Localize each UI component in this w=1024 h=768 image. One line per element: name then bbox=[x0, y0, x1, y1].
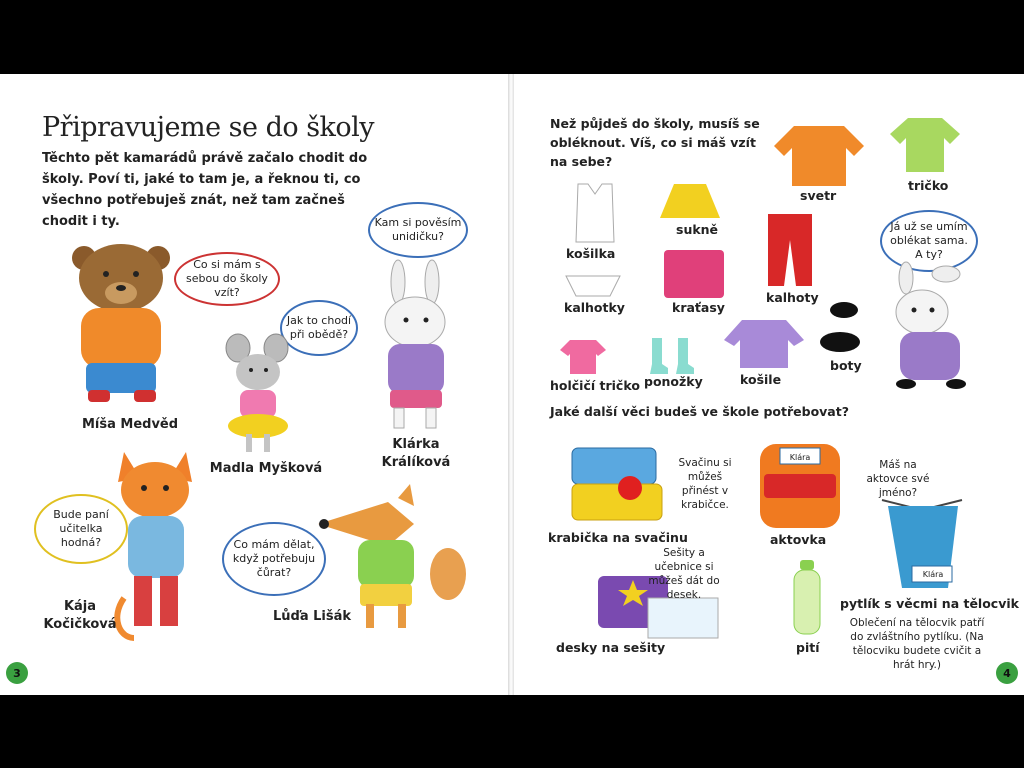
intro-text: Těchto pět kamarádů právě začalo chodit do školy. Poví ti, jaké to tam je, a řeknou ti, co všechno potřebuješ znát, než tam začneš chodit i ty. bbox=[42, 151, 368, 229]
label-aktovka: aktovka bbox=[770, 532, 827, 547]
label-desky: desky na sešity bbox=[556, 640, 666, 655]
note-sesity: Sešity a učebnice si můžeš dát do desek. bbox=[648, 547, 720, 601]
cat-speech-bubble: Bude paní učitelka hodná? bbox=[34, 494, 128, 564]
label-kratasy: kraťasy bbox=[672, 300, 725, 315]
label-holcici-tricko: holčičí tričko bbox=[550, 378, 640, 393]
cat-name-line2: Kočičková bbox=[43, 617, 117, 632]
label-kosilka: košilka bbox=[566, 246, 616, 261]
items-question: Jaké další věci budeš ve škole potřebovat? bbox=[550, 404, 849, 419]
ponozky-illustration bbox=[648, 338, 698, 374]
fox-name: Lůďa Lišák bbox=[272, 609, 352, 624]
label-piti: pití bbox=[796, 640, 820, 655]
label-kosile: košile bbox=[740, 372, 782, 387]
label-kalhoty: kalhoty bbox=[766, 290, 819, 305]
bear-illustration bbox=[66, 238, 176, 413]
schoolbag-name-tag: Klára bbox=[789, 453, 811, 462]
holcici-tricko-illustration bbox=[560, 340, 606, 376]
label-svetr: svetr bbox=[800, 188, 837, 203]
schoolbag-illustration bbox=[750, 434, 850, 530]
boty-illustration bbox=[818, 300, 866, 356]
kosilka-illustration bbox=[570, 184, 620, 244]
bottle-illustration bbox=[790, 560, 824, 636]
kalhotky-illustration bbox=[566, 276, 620, 298]
bear-speech-bubble: Co si mám s sebou do školy vzít? bbox=[174, 252, 280, 306]
rabbit-illustration bbox=[370, 262, 460, 437]
page-number-left: 3 bbox=[6, 662, 28, 684]
kalhoty-illustration bbox=[768, 214, 812, 288]
kosile-illustration bbox=[724, 320, 804, 370]
bear-name: Míša Medvěd bbox=[81, 417, 179, 432]
pe-bag-name-tag: Klára bbox=[922, 570, 944, 579]
rabbit-dressed-speech-bubble: Já už se umím oblékat sama. A ty? bbox=[880, 210, 978, 272]
rabbit-speech-bubble: Kam si pověsím unidičku? bbox=[368, 202, 468, 258]
label-sukne: sukně bbox=[676, 222, 719, 237]
page-title: Připravujeme se do školy bbox=[42, 112, 375, 143]
book-gutter bbox=[508, 74, 514, 695]
cat-illustration bbox=[110, 448, 200, 648]
mouse-illustration bbox=[218, 330, 298, 460]
rabbit-dressed-illustration bbox=[886, 264, 976, 394]
lunchbox-illustration bbox=[568, 444, 668, 524]
mouse-name: Madla Myšková bbox=[209, 461, 323, 476]
kratasy-illustration bbox=[664, 250, 724, 300]
cat-name bbox=[40, 598, 120, 634]
note-telocvik: Oblečení na tělocvik patří do zvláštního pytlíku. (Na tělocviku budete cvičit a hrát hry.) bbox=[849, 617, 985, 671]
page-number-right: 4 bbox=[996, 662, 1018, 684]
fox-speech-bubble: Co mám dělat, když potřebuju čůrat? bbox=[222, 522, 326, 596]
mouse-speech-bubble: Jak to chodí při obědě? bbox=[280, 300, 358, 356]
label-tricko: tričko bbox=[908, 178, 949, 193]
label-pytlik: pytlík s věcmi na tělocvik bbox=[840, 596, 1019, 611]
note-svacina: Svačinu si můžeš přinést v krabičce. bbox=[678, 457, 732, 511]
rabbit-name: Klárka Králíková bbox=[381, 437, 451, 470]
svetr-illustration bbox=[774, 126, 864, 188]
clothing-intro: Než půjdeš do školy, musíš se obléknout. Víš, co si máš vzít na sebe? bbox=[550, 116, 760, 169]
tricko-illustration bbox=[890, 118, 960, 174]
label-boty: boty bbox=[830, 358, 862, 373]
note-jmeno: Máš na aktovce své jméno? bbox=[866, 459, 930, 499]
label-ponozky: ponožky bbox=[644, 374, 703, 389]
cat-name-line1: Kája bbox=[63, 599, 97, 614]
label-kalhotky: kalhotky bbox=[564, 300, 625, 315]
sukne-illustration bbox=[660, 184, 720, 220]
label-krabicka: krabička na svačinu bbox=[548, 530, 688, 545]
